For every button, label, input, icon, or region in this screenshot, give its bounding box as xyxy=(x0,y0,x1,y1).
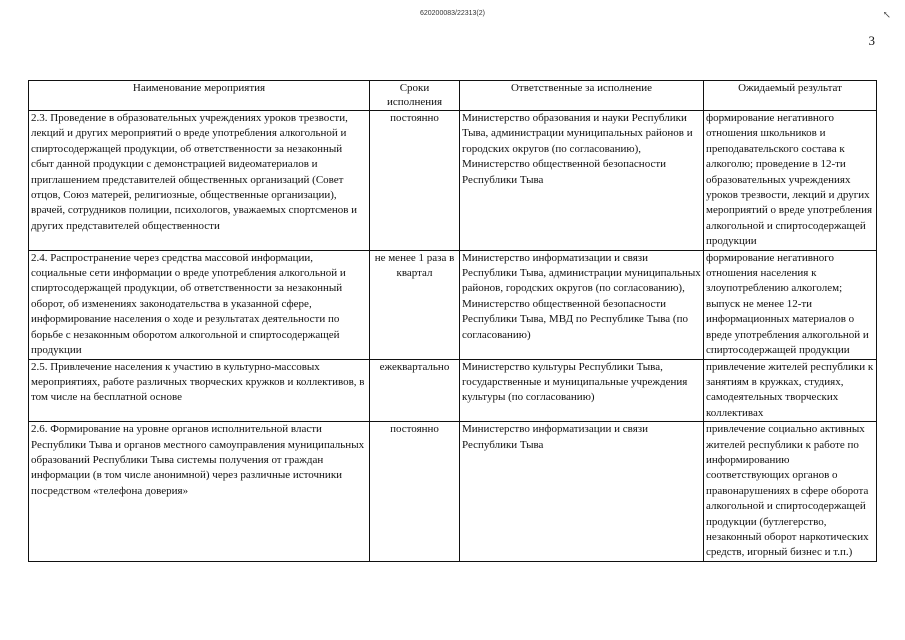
cell-event: 2.6. Формирование на уровне органов исполнительной власти Республики Тыва и органов местного самоуправления муниципальных образований Республики Тыва системы получения от граждан информации (в том числе анонимной) через различные источники посредством «телефона доверия» xyxy=(29,422,370,562)
document-code: 620200083/22313(2) xyxy=(419,10,485,17)
cell-term: постоянно xyxy=(370,111,460,251)
cell-responsible: Министерство культуры Республики Тыва, государственные и муниципальные учреждения культуры (по согласованию) xyxy=(460,359,704,422)
table-header-row xyxy=(29,81,877,111)
cell-result: формирование негативного отношения населения к злоупотреблению алкоголем; выпуск не менее 12-ти информационных материалов о вреде употребления алкогольной и спиртосодержащей продукции xyxy=(704,250,877,359)
cell-result: привлечение социально активных жителей республики к работе по информированию соответствующих органов о правонарушениях в сфере оборота алкогольной и спиртосодержащей продукции (бутлегерство, незаконный оборот наркотических средств, игорный бизнес и т.п.) xyxy=(704,422,877,562)
cell-event: 2.5. Привлечение населения к участию в культурно-массовых мероприятиях, работе различных творческих кружков и коллективов, в том числе на бесплатной основе xyxy=(29,359,370,422)
cell-event: 2.4. Распространение через средства массовой информации, социальные сети информации о вреде употребления алкогольной и спиртосодержащей продукции, об ответственности за незаконный оборот, об изменениях законодательства в указанной сфере, информирование населения о ходе и результатах деятельности по борьбе с незаконным оборотом алкогольной и спиртосодержащей продукции xyxy=(29,250,370,359)
cell-responsible: Министерство образования и науки Республики Тыва, администрации муниципальных районов и городских округов (по согласованию), Министерство общественной безопасности Республики Тыва xyxy=(460,111,704,251)
cell-event: 2.3. Проведение в образовательных учреждениях уроков трезвости, лекций и других мероприятий о вреде употребления алкогольной и спиртосодержащей продукции, об ответственности за незаконный сбыт данной продукции с демонстрацией видеоматериалов и приглашением представителей общественных организаций (Совет отцов, Союз матерей, религиозные, общественные организации), врачей, сотрудников полиции, психологов, уважаемых спортсменов и других представителей общественности xyxy=(29,111,370,251)
measures-table xyxy=(28,80,877,562)
column-header-event: Наименование мероприятия xyxy=(29,81,370,111)
cell-term: не менее 1 раза в квартал xyxy=(370,250,460,359)
page-number: 3 xyxy=(868,33,875,48)
cell-responsible: Министерство информатизации и связи Республики Тыва xyxy=(460,422,704,562)
table-row xyxy=(29,250,877,359)
cell-term: постоянно xyxy=(370,422,460,562)
table-row xyxy=(29,111,877,251)
column-header-result: Ожидаемый результат xyxy=(704,81,877,111)
column-header-term: Сроки исполнения xyxy=(370,81,460,111)
cell-responsible: Министерство информатизации и связи Республики Тыва, администрации муниципальных районов, городских округов (по согласованию), Министерство общественной безопасности Республики Тыва, МВД по Республике Тыва (по согласованию) xyxy=(460,250,704,359)
table-row xyxy=(29,422,877,562)
cell-result: привлечение жителей республики к занятиям в кружках, студиях, самодеятельных творческих коллективах xyxy=(704,359,877,422)
column-header-responsible: Ответственные за исполнение xyxy=(460,81,704,111)
table-row xyxy=(29,359,877,422)
cell-result: формирование негативного отношения школьников и преподавательского состава к алкоголю; проведение в 12-ти образовательных учреждениях уроков трезвости, лекций и других мероприятий о вреде употребления алкогольной и спиртосодержащей продукции xyxy=(704,111,877,251)
corner-arrow-icon: ↖ xyxy=(882,10,891,21)
cell-term: ежеквартально xyxy=(370,359,460,422)
